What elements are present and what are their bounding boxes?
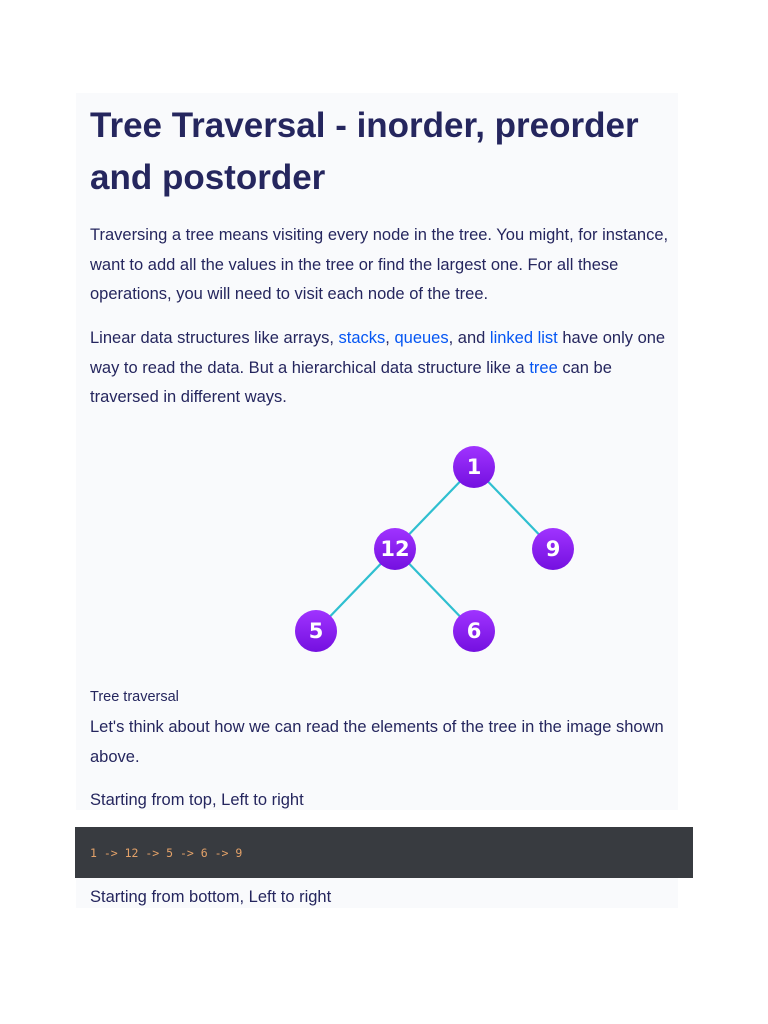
tree-node-left-left — [295, 610, 337, 652]
intro-paragraph: Traversing a tree means visiting every node in the tree. You might, for instance, want to add all the values in the tree or find the largest one. For all these operations, you will need to visit each node of the tree. — [90, 226, 669, 303]
bottom-to-top-label: Starting from bottom, Left to right — [90, 888, 332, 906]
code-output: 1 -> 12 -> 5 -> 6 -> 9 — [90, 846, 243, 860]
tree-node-right — [532, 528, 574, 570]
think-paragraph: Let's think about how we can read the elements of the tree in the image shown above. — [90, 718, 664, 766]
top-to-bottom-label: Starting from top, Left to right — [90, 791, 304, 809]
tree-node-left-right-label: 6 — [466, 619, 482, 643]
linear-text-4: have only one way to read the data. But a hierarchical data structure like a — [90, 329, 666, 377]
linked-list-link[interactable]: linked list — [489, 329, 558, 347]
linear-text-2: , — [385, 329, 395, 347]
tree-node-root — [453, 446, 495, 488]
code-block — [75, 827, 693, 878]
page-title: Tree Traversal - inorder, preorder and postorder — [90, 106, 639, 197]
tree-link[interactable]: tree — [529, 358, 558, 377]
tree-node-left-left-label: 5 — [308, 619, 324, 643]
tree-node-root-label: 1 — [466, 455, 482, 479]
queues-link[interactable]: queues — [394, 329, 449, 347]
linear-text-1: Linear data structures like arrays, — [90, 329, 339, 347]
tree-node-left-label: 12 — [380, 537, 410, 561]
tree-diagram — [280, 440, 590, 660]
tree-node-left — [374, 528, 416, 570]
tree-node-right-label: 9 — [545, 537, 561, 561]
tree-node-left-right — [453, 610, 495, 652]
linear-structures-paragraph — [90, 324, 680, 413]
linear-text-5: can be traversed in different ways. — [90, 358, 612, 406]
stacks-link[interactable]: stacks — [338, 329, 386, 347]
figure-caption: Tree traversal — [90, 689, 179, 705]
linear-text-3: , and — [448, 329, 490, 347]
